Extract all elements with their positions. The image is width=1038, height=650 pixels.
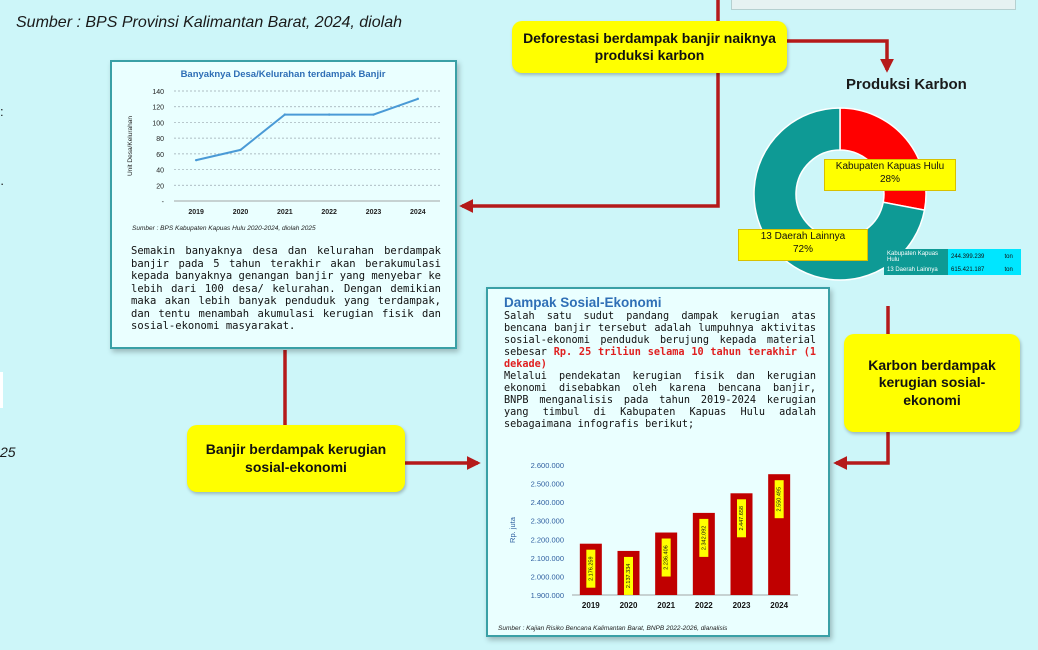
edge-mark: : bbox=[0, 104, 4, 119]
y-axis-label: Rp. juta bbox=[508, 517, 517, 543]
donut-label-kapuas-pct: 28% bbox=[879, 174, 900, 185]
edge-mark: · bbox=[0, 176, 5, 191]
y-axis-label: Unit Desa/Kelurahan bbox=[127, 116, 134, 176]
bar-value-label: 2.342.092 bbox=[701, 525, 708, 551]
x-tick-label: 2021 bbox=[277, 209, 293, 216]
carbon-row-name: 13 Daerah Lainnya bbox=[884, 265, 948, 275]
y-tick-label: 2.500.000 bbox=[530, 479, 564, 489]
arrow-to-carbon bbox=[786, 41, 887, 70]
carbon-title: Produksi Karbon bbox=[846, 76, 967, 93]
x-tick-label: 2020 bbox=[232, 209, 249, 216]
callout-deforestation: Deforestasi berdampak banjir naiknya produksi karbon bbox=[512, 21, 787, 73]
arrow-to-flood-panel bbox=[462, 72, 718, 206]
y-tick-label: 1.900.000 bbox=[530, 591, 564, 600]
line-chart-title: Banyaknya Desa/Kelurahan terdampak Banjir bbox=[180, 69, 386, 80]
y-tick-label: 40 bbox=[156, 167, 164, 175]
socio-panel bbox=[486, 287, 830, 637]
x-tick-label: 2024 bbox=[410, 209, 426, 216]
donut-label-others bbox=[738, 229, 868, 261]
x-tick-label: 2022 bbox=[694, 601, 713, 610]
y-tick-label: 100 bbox=[152, 120, 164, 128]
x-tick-label: 2019 bbox=[581, 601, 600, 610]
line-chart-source: Sumber : BPS Kabupaten Kapuas Hulu 2020-2024, diolah 2025 bbox=[132, 225, 316, 232]
x-tick-label: 2020 bbox=[619, 601, 638, 610]
edge-bar bbox=[0, 372, 3, 408]
donut-label-others-name: 13 Daerah Lainnya bbox=[760, 231, 846, 242]
bar-value-label: 2.236.406 bbox=[663, 545, 670, 570]
bar-value-label: 2.550.495 bbox=[776, 486, 783, 512]
data-point bbox=[328, 113, 330, 115]
y-tick-label: 120 bbox=[152, 104, 164, 112]
top-panel-edge bbox=[731, 0, 1016, 10]
carbon-row-unit: ton bbox=[1002, 249, 1022, 265]
socio-highlight: Rp. 25 triliun selama 10 tahun terakhir (1 dekade) bbox=[504, 347, 816, 370]
callout-banjir: Banjir berdampak kerugian sosial-ekonomi bbox=[187, 425, 405, 492]
x-tick-label: 2021 bbox=[657, 601, 676, 610]
y-tick-label: 140 bbox=[152, 89, 164, 96]
x-tick-label: 2024 bbox=[770, 601, 789, 610]
flood-line-chart bbox=[112, 62, 455, 232]
y-tick-label: 60 bbox=[156, 151, 164, 159]
arrow-karbon-to-socio bbox=[836, 432, 888, 463]
data-point bbox=[417, 98, 419, 100]
socio-para2: Melalui pendekatan kerugian fisik dan kerugian ekonomi disebabkan oleh karena bencana banjir, BNPB menganalisis pada tahun 2019-2024 kerugian yang timbul di Kabupaten Kapuas Hulu adalah sebagaimana infografis berikut; bbox=[504, 371, 816, 430]
donut-label-kapuas-name: Kabupaten Kapuas Hulu bbox=[835, 161, 945, 172]
carbon-row-value: 615.421.187 bbox=[948, 265, 1002, 275]
y-tick-label: 2.300.000 bbox=[530, 516, 564, 526]
flood-panel bbox=[110, 60, 457, 349]
y-tick-label: 2.600.000 bbox=[530, 461, 564, 470]
flood-description: Semakin banyaknya desa dan kelurahan berdampak banjir pada 5 tahun terakhir akan berakumulasi kepada banyaknya genangan banjir yang menyebar ke lebih dari 100 desa/ kelurahan. Dengan demikian maka akan lebih banyak penduduk yang terdampak, dan tentu menambah akumulasi kerugian fisik dan sosial-ekonomi masyarakat. bbox=[131, 245, 441, 332]
bar-value-label: 2.176.259 bbox=[588, 556, 595, 581]
donut-label-others-pct: 72% bbox=[792, 244, 813, 255]
socio-text bbox=[504, 311, 816, 431]
y-tick-label: - bbox=[161, 199, 164, 206]
carbon-row-value: 244.399.239 bbox=[948, 249, 1002, 265]
loss-bar-chart bbox=[488, 455, 828, 637]
y-tick-label: 2.200.000 bbox=[530, 535, 564, 545]
socio-title: Dampak Sosial-Ekonomi bbox=[504, 295, 662, 310]
data-point bbox=[239, 149, 241, 151]
bar-chart-source: Sumber : Kajian Risiko Bencana Kalimantan Barat, BNPB 2022-2026, dianalisis bbox=[498, 625, 728, 632]
carbon-table-row bbox=[884, 249, 1021, 265]
callout-karbon: Karbon berdampak kerugian sosial-ekonomi bbox=[844, 334, 1020, 432]
socio-para1: Salah satu sudut pandang dampak kerugian atas bencana banjir tersebut adalah lumpuhnya aktivitas sosial-ekonomi penduduk berujung kepada material sebesar bbox=[504, 311, 816, 358]
bar-value-label: 2.447.658 bbox=[738, 506, 745, 531]
x-tick-label: 2023 bbox=[365, 209, 382, 216]
data-point bbox=[284, 113, 286, 115]
series-line bbox=[196, 99, 418, 160]
y-tick-label: 2.400.000 bbox=[530, 498, 564, 508]
data-point bbox=[372, 113, 374, 115]
source-top: Sumber : BPS Provinsi Kalimantan Barat, 2024, diolah bbox=[16, 14, 402, 31]
y-tick-label: 2.000.000 bbox=[530, 572, 564, 582]
y-tick-label: 80 bbox=[156, 136, 164, 144]
y-tick-label: 20 bbox=[156, 183, 164, 191]
bar-value-label: 2.137.334 bbox=[625, 563, 632, 589]
y-tick-label: 2.100.000 bbox=[530, 553, 564, 563]
edge-fragment: 25 bbox=[0, 444, 16, 460]
donut-label-kapuas bbox=[824, 159, 956, 191]
carbon-row-unit: ton bbox=[1002, 265, 1022, 275]
carbon-table bbox=[884, 249, 1021, 275]
x-tick-label: 2019 bbox=[188, 209, 204, 216]
x-tick-label: 2022 bbox=[321, 209, 337, 216]
carbon-row-name: Kabupaten Kapuas Hulu bbox=[884, 249, 948, 265]
x-tick-label: 2023 bbox=[732, 601, 751, 610]
carbon-table-row bbox=[884, 265, 1021, 275]
data-point bbox=[195, 159, 197, 161]
